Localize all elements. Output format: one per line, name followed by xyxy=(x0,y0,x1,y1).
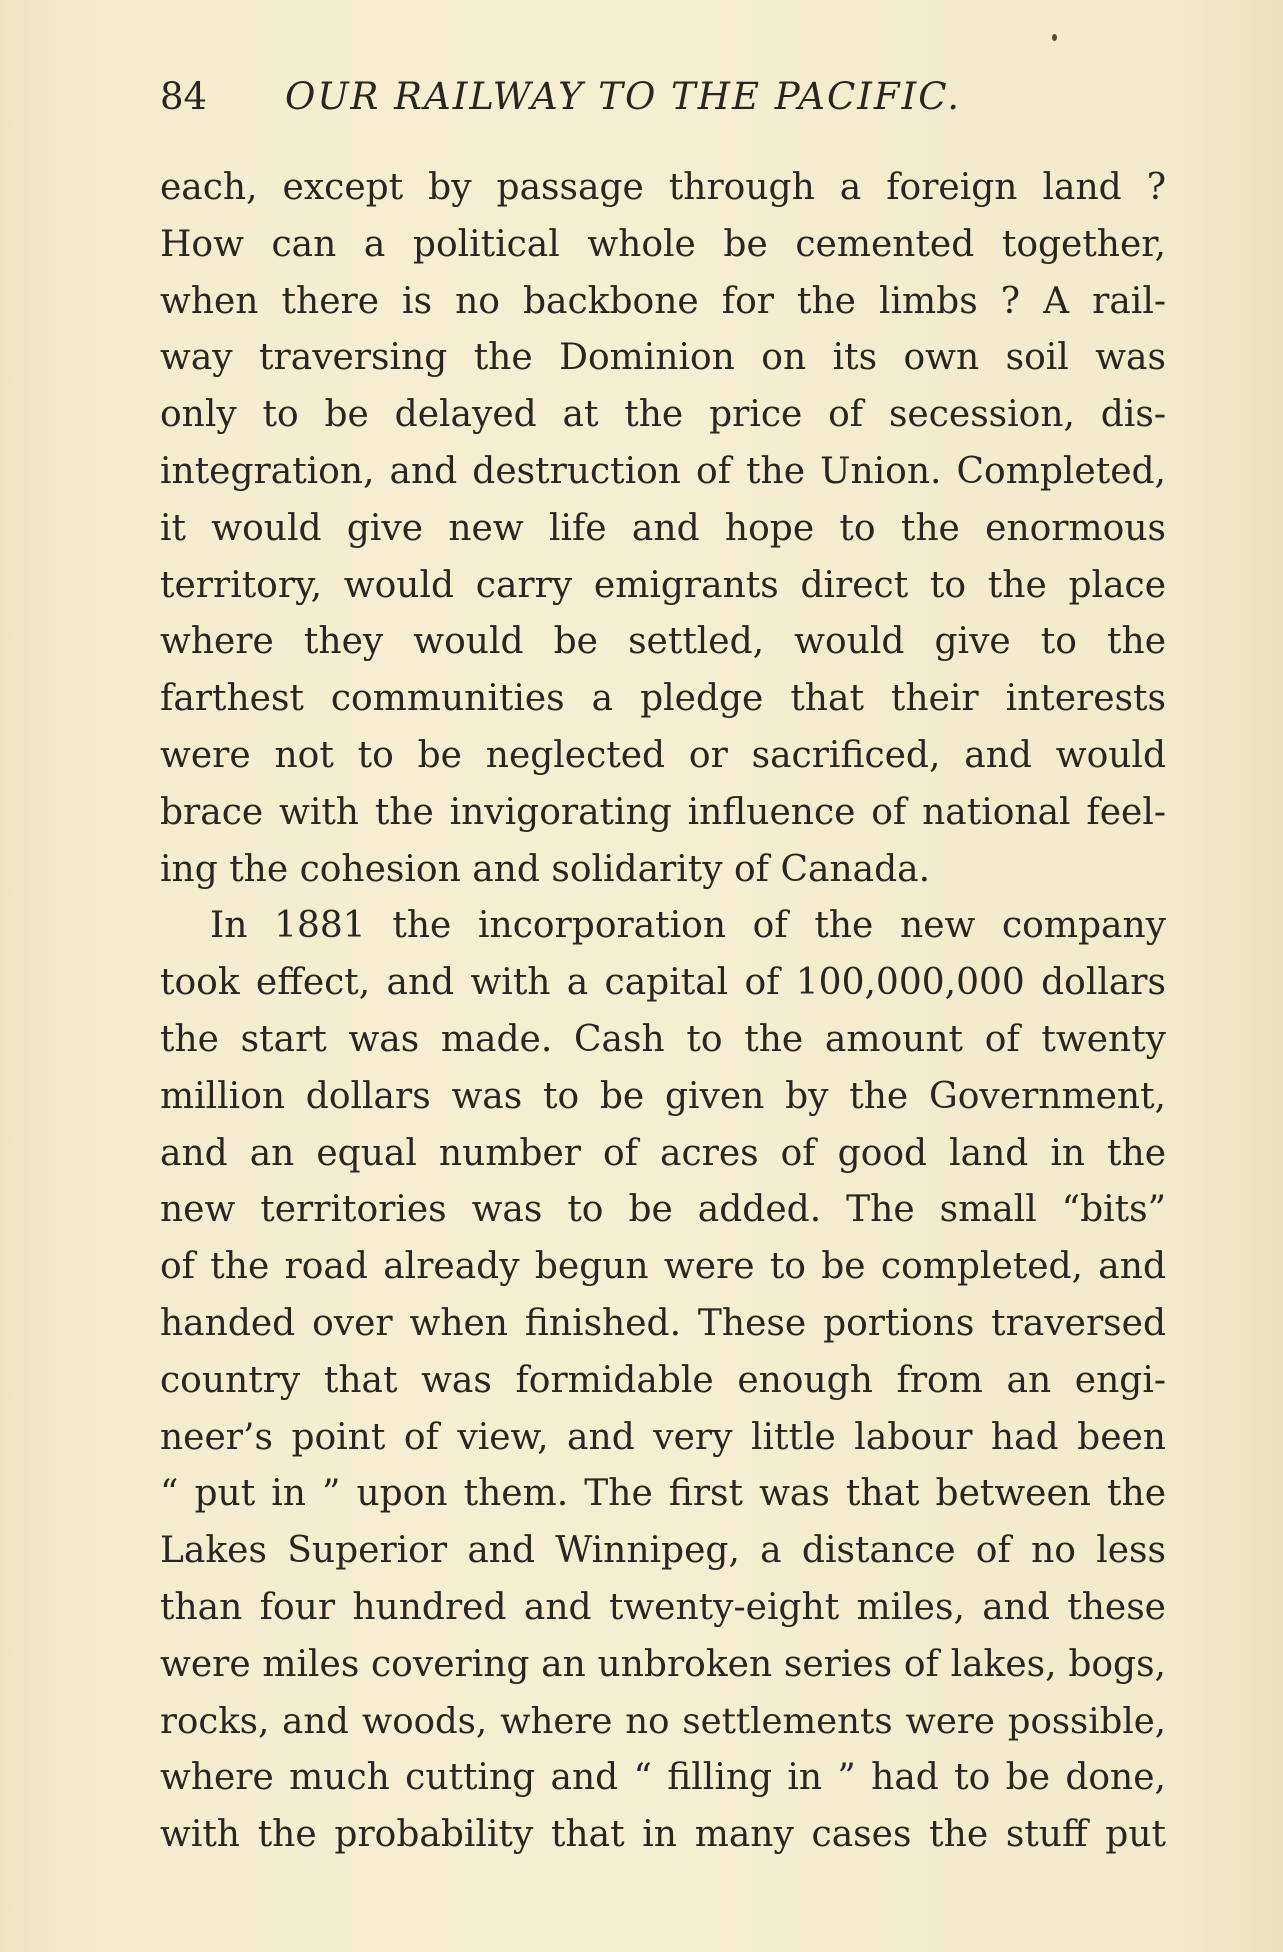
text-line: and an equal number of acres of good land in the xyxy=(160,1132,1166,1174)
text-line: than four hundred and twenty-eight miles, and these xyxy=(160,1586,1166,1628)
text-line: new territories was to be added. The small “bits” xyxy=(160,1189,1166,1231)
text-line: How can a political whole be cemented together, xyxy=(160,223,1166,265)
text-line: of the road already begun were to be completed, and xyxy=(160,1246,1166,1288)
text-line: territory, would carry emigrants direct to the place xyxy=(160,564,1166,606)
text-line: were miles covering an unbroken series of lakes, bogs, xyxy=(160,1643,1166,1685)
text-line: were not to be neglected or sacrificed, and would xyxy=(160,734,1166,776)
text-line: rocks, and woods, where no settlements were possible, xyxy=(160,1700,1166,1742)
text-line: brace with the invigorating influence of national feel- xyxy=(160,791,1166,833)
paragraph-end-line: ing the cohesion and solidarity of Canada. xyxy=(160,848,931,890)
body-text xyxy=(160,160,1166,1864)
text-line: each, except by passage through a foreign land ? xyxy=(160,167,1166,208)
text-line: only to be delayed at the price of secession, dis- xyxy=(160,394,1166,436)
text-line: country that was formidable enough from an engi- xyxy=(160,1359,1166,1401)
text-line: took effect, and with a capital of 100,000,000 dollars xyxy=(160,962,1166,1004)
text-line: where they would be settled, would give to the xyxy=(160,621,1166,663)
text-line: handed over when finished. These portions traversed xyxy=(160,1302,1166,1344)
paragraph-first-line: In 1881 the incorporation of the new company xyxy=(210,905,1166,947)
text-line: the start was made. Cash to the amount of twenty xyxy=(160,1018,1166,1060)
running-title: OUR RAILWAY TO THE PACIFIC. xyxy=(285,75,961,118)
text-line: way traversing the Dominion on its own soil was xyxy=(160,337,1166,379)
page-number: 84 xyxy=(160,75,208,118)
text-line: neer’s point of view, and very little labour had been xyxy=(160,1416,1166,1458)
text-line: integration, and destruction of the Union. Completed, xyxy=(160,450,1166,492)
running-head xyxy=(160,72,1040,122)
text-line: it would give new life and hope to the enormous xyxy=(160,507,1166,549)
text-line: with the probability that in many cases the stuff put xyxy=(160,1814,1166,1856)
text-line: farthest communities a pledge that their interests xyxy=(160,678,1166,720)
text-line: where much cutting and “ filling in ” had to be done, xyxy=(160,1757,1166,1799)
ink-speck xyxy=(1052,34,1057,41)
text-line: “ put in ” upon them. The first was that between the xyxy=(160,1473,1166,1515)
text-line: Lakes Superior and Winnipeg, a distance of no less xyxy=(160,1530,1166,1572)
text-line: when there is no backbone for the limbs ? A rail- xyxy=(160,280,1166,322)
text-line: million dollars was to be given by the Government, xyxy=(160,1075,1166,1117)
